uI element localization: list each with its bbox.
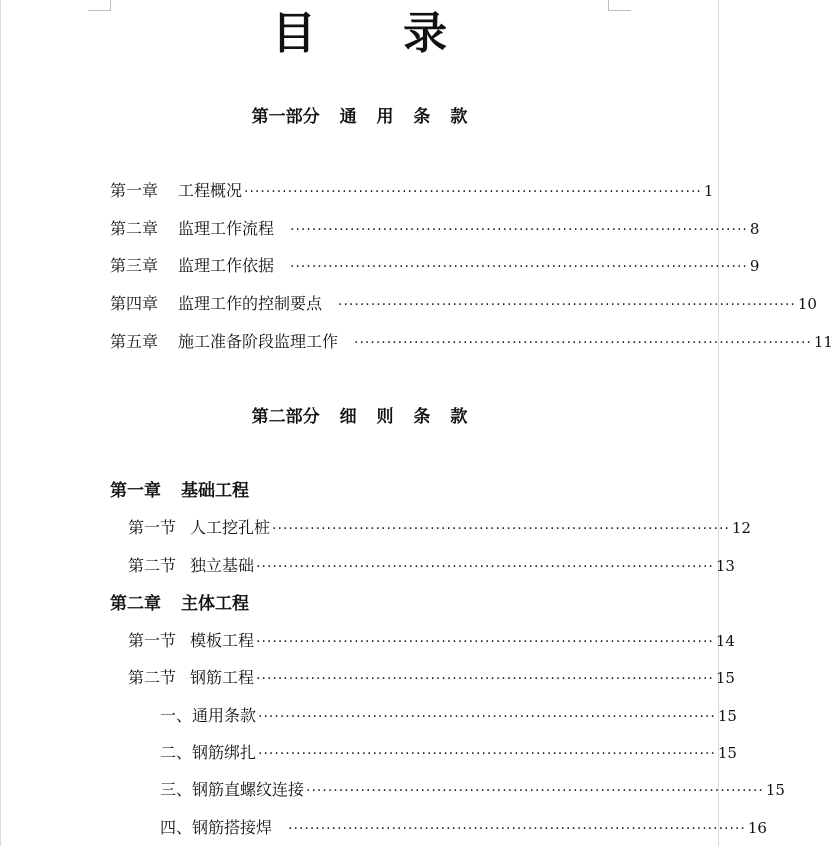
toc-entry-label: 四、钢筋搭接焊: [160, 818, 273, 837]
toc-page-number: 12: [731, 519, 751, 537]
dot-leader: ····················································································: [288, 821, 746, 837]
toc-section-entry[interactable]: [128, 631, 735, 652]
toc-entry-label: 一、通用条款: [160, 706, 257, 725]
toc-page-number: 8: [749, 220, 760, 238]
toc-page-number: 11: [813, 333, 833, 351]
toc-entry[interactable]: [110, 181, 714, 202]
toc-entry[interactable]: [110, 332, 833, 353]
toc-subitem-entry[interactable]: [160, 706, 737, 727]
toc-entry[interactable]: [110, 294, 817, 315]
toc-entry-label: 第一节 人工挖孔桩: [128, 518, 271, 537]
dot-leader: ····················································································: [256, 671, 714, 687]
toc-page-number: 15: [765, 781, 785, 799]
toc-page-number: 9: [749, 257, 760, 275]
toc-page-number: 13: [715, 557, 735, 575]
toc-section-entry[interactable]: [128, 518, 751, 539]
toc-entry-label: 第四章 监理工作的控制要点: [110, 294, 323, 313]
toc-entry-label: 第一章 工程概况: [110, 181, 243, 200]
chapter-heading[interactable]: [110, 593, 249, 615]
dot-leader: ····················································································: [290, 222, 748, 238]
part-one-heading: 第一部分 通 用 条 款: [251, 107, 468, 127]
dot-leader: ····················································································: [306, 783, 764, 799]
toc-page-number: 16: [747, 819, 767, 837]
chapter-number: 第二章: [110, 594, 161, 614]
dot-leader: ····················································································: [256, 634, 714, 650]
dot-leader: ····················································································: [244, 184, 702, 200]
document-title: 目 录: [271, 8, 484, 59]
chapter-name: 主体工程: [181, 594, 249, 614]
dot-leader: ····················································································: [354, 335, 812, 351]
toc-entry[interactable]: [110, 219, 760, 240]
dot-leader: ····················································································: [290, 259, 748, 275]
chapter-name: 基础工程: [181, 481, 249, 501]
chapter-number: 第一章: [110, 481, 161, 501]
toc-entry-label: 第三章 监理工作依据: [110, 256, 275, 275]
chapter-heading[interactable]: [110, 480, 249, 502]
toc-page-number: 1: [703, 182, 714, 200]
toc-entry-label: 三、钢筋直螺纹连接: [160, 780, 305, 799]
toc-page-number: 15: [717, 707, 737, 725]
toc-section-entry[interactable]: [128, 556, 735, 577]
toc-entry-label: 第一节 模板工程: [128, 631, 255, 650]
toc-subitem-entry[interactable]: [160, 743, 737, 764]
dot-leader: ····················································································: [338, 297, 796, 313]
toc-entry-label: 二、钢筋绑扎: [160, 743, 257, 762]
toc-entry-label: 第二节 独立基础: [128, 556, 255, 575]
dot-leader: ····················································································: [256, 559, 714, 575]
toc-section-entry[interactable]: [128, 668, 735, 689]
dot-leader: ····················································································: [258, 709, 716, 725]
toc-page-number: 15: [717, 744, 737, 762]
toc-entry-label: 第五章 施工准备阶段监理工作: [110, 332, 339, 351]
dot-leader: ····················································································: [272, 521, 730, 537]
toc-page-number: 15: [715, 669, 735, 687]
toc-page-number: 14: [715, 632, 735, 650]
part-two-heading: 第二部分 细 则 条 款: [251, 407, 468, 427]
toc-entry-label: 第二章 监理工作流程: [110, 219, 275, 238]
dot-leader: ····················································································: [258, 746, 716, 762]
toc-entry[interactable]: [110, 256, 760, 277]
toc-page-number: 10: [797, 295, 817, 313]
toc-subitem-entry[interactable]: [160, 780, 785, 801]
toc-subitem-entry[interactable]: [160, 818, 767, 839]
toc-entry-label: 第二节 钢筋工程: [128, 668, 255, 687]
